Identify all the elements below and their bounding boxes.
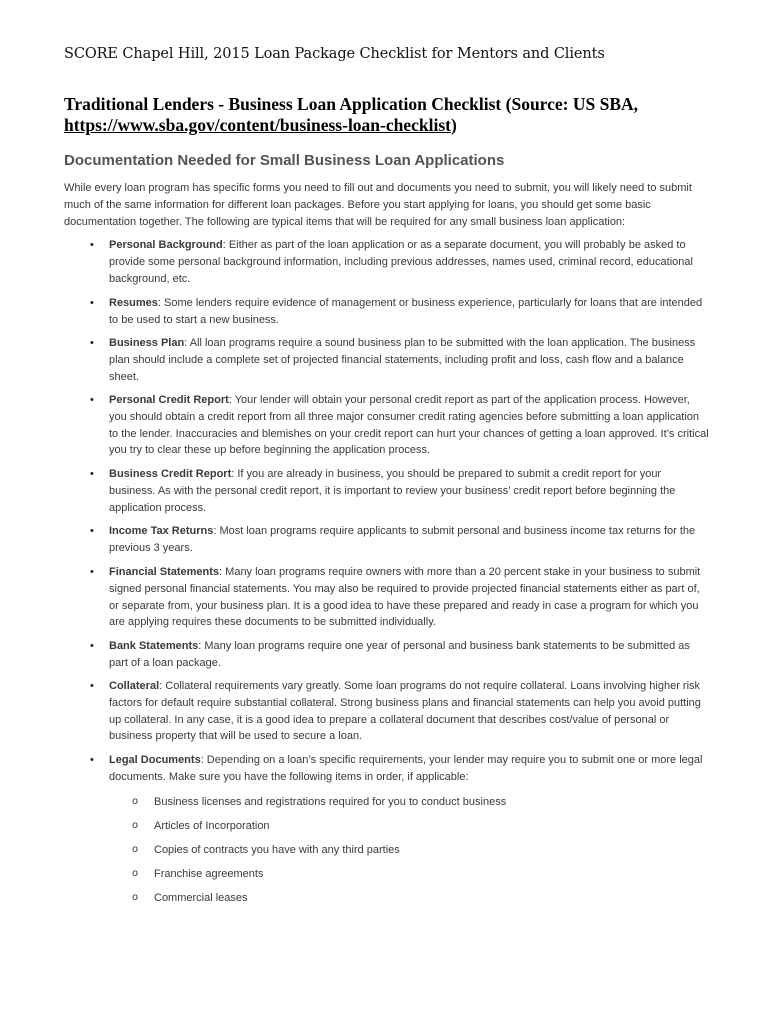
circle-bullet-icon: o bbox=[132, 868, 139, 879]
item-text: : Many loan programs require owners with more than a 20 percent stake in your business to submit signed personal financial statements. You may also be required to provide projected financial statements either as part of, or separate from, your business plan. It is a good idea to have these prepared and ready in case a program for which you are applying requires these documents to be submitted individually. bbox=[109, 566, 701, 629]
sub-item-text: Franchise agreements bbox=[154, 868, 264, 880]
bullet-icon: • bbox=[90, 239, 94, 251]
circle-bullet-icon: o bbox=[132, 844, 139, 855]
bullet-icon: • bbox=[90, 337, 94, 349]
bullet-icon: • bbox=[90, 640, 94, 652]
item-text: : If you are already in business, you should be prepared to submit a credit report for your business. As with the personal credit report, it is important to review your business’ credit report before beginning the application process. bbox=[109, 468, 676, 514]
circle-bullet-icon: o bbox=[132, 892, 139, 903]
list-item bbox=[90, 678, 709, 745]
sub-item-text: Articles of Incorporation bbox=[154, 820, 270, 832]
item-text: : Some lenders require evidence of management or business experience, particularly for loans that are intended to be used to start a new business. bbox=[109, 297, 703, 326]
list-item bbox=[90, 523, 709, 557]
sub-list-item bbox=[132, 842, 714, 858]
title-text: Traditional Lenders - Business Loan Application Checklist (Source: US SBA, bbox=[64, 94, 639, 114]
item-term: Income Tax Returns bbox=[109, 525, 214, 537]
item-text: : Most loan programs require applicants to submit personal and business income tax returns for the previous 3 years. bbox=[109, 525, 696, 554]
sub-item-text: Commercial leases bbox=[154, 892, 248, 904]
sub-item-text: Copies of contracts you have with any third parties bbox=[154, 844, 400, 856]
item-text: : All loan programs require a sound business plan to be submitted with the loan application. The business plan should include a complete set of projected financial statements, including profit and loss, cash flow and a balance sheet. bbox=[109, 337, 696, 383]
sub-list-item bbox=[132, 890, 714, 906]
item-term: Personal Background bbox=[109, 239, 223, 251]
sub-item-text: Business licenses and registrations required for you to conduct business bbox=[154, 796, 507, 808]
item-text: : Collateral requirements vary greatly. Some loan programs do not require collateral. Loans involving higher risk factors for default require substantial collateral. Strong business plans and financial statements can help you avoid putting up collateral. In any case, it is a good idea to prepare a collateral document that describes cost/value of personal or business property that will be used to secure a loan. bbox=[109, 680, 701, 743]
sub-list-item bbox=[132, 818, 714, 834]
item-text: : Either as part of the loan application or as a separate document, you will probably be asked to provide some personal background information, including previous addresses, names used, criminal record, educational background, etc. bbox=[109, 239, 693, 285]
sub-list-item bbox=[132, 866, 714, 882]
list-item bbox=[90, 564, 709, 631]
list-item bbox=[90, 752, 709, 786]
item-text: : Many loan programs require one year of personal and business bank statements to be submitted as part of a loan package. bbox=[109, 640, 690, 669]
list-item bbox=[90, 466, 709, 516]
item-text: : Your lender will obtain your personal credit report as part of the application process. However, you should obtain a credit report from all three major consumer credit rating agencies before submitting a loan application to the lender. Inaccuracies and blemishes on your credit report can hurt your chances of getting a loan approved. It’s critical you try to clear these up before beginning the application process. bbox=[109, 394, 709, 457]
checklist-title bbox=[64, 94, 744, 136]
circle-bullet-icon: o bbox=[132, 796, 139, 807]
sba-link[interactable]: https://www.sba.gov/content/business-loan-checklist bbox=[64, 115, 451, 135]
intro-paragraph: While every loan program has specific forms you need to fill out and documents you need to submit, you will likely need to submit much of the same information for different loan packages. Before you start applying for loans, you should get some basic documentation together. The following are typical items that will be required for any small business loan application: bbox=[64, 182, 692, 228]
bullet-icon: • bbox=[90, 394, 94, 406]
sub-list-item bbox=[132, 794, 714, 810]
list-item bbox=[90, 237, 709, 287]
list-item bbox=[90, 638, 709, 672]
list-item bbox=[90, 295, 709, 329]
item-term: Resumes bbox=[109, 297, 158, 309]
list-item bbox=[90, 335, 709, 385]
list-item bbox=[90, 392, 709, 459]
item-term: Personal Credit Report bbox=[109, 394, 229, 406]
bullet-icon: • bbox=[90, 468, 94, 480]
circle-bullet-icon: o bbox=[132, 820, 139, 831]
document-header: SCORE Chapel Hill, 2015 Loan Package Checklist for Mentors and Clients bbox=[64, 46, 605, 62]
section-heading: Documentation Needed for Small Business Loan Applications bbox=[64, 152, 505, 169]
bullet-icon: • bbox=[90, 754, 94, 766]
bullet-icon: • bbox=[90, 566, 94, 578]
item-term: Business Plan bbox=[109, 337, 185, 349]
item-term: Legal Documents bbox=[109, 754, 201, 766]
bullet-icon: • bbox=[90, 680, 94, 692]
bullet-icon: • bbox=[90, 525, 94, 537]
title-suffix: ) bbox=[451, 115, 457, 135]
item-term: Financial Statements bbox=[109, 566, 220, 578]
item-term: Business Credit Report bbox=[109, 468, 232, 480]
item-text: : Depending on a loan’s specific requirements, your lender may require you to submit one or more legal documents. Make sure you have the following items in order, if applicable: bbox=[109, 754, 703, 783]
item-term: Collateral bbox=[109, 680, 160, 692]
item-term: Bank Statements bbox=[109, 640, 199, 652]
bullet-icon: • bbox=[90, 297, 94, 309]
